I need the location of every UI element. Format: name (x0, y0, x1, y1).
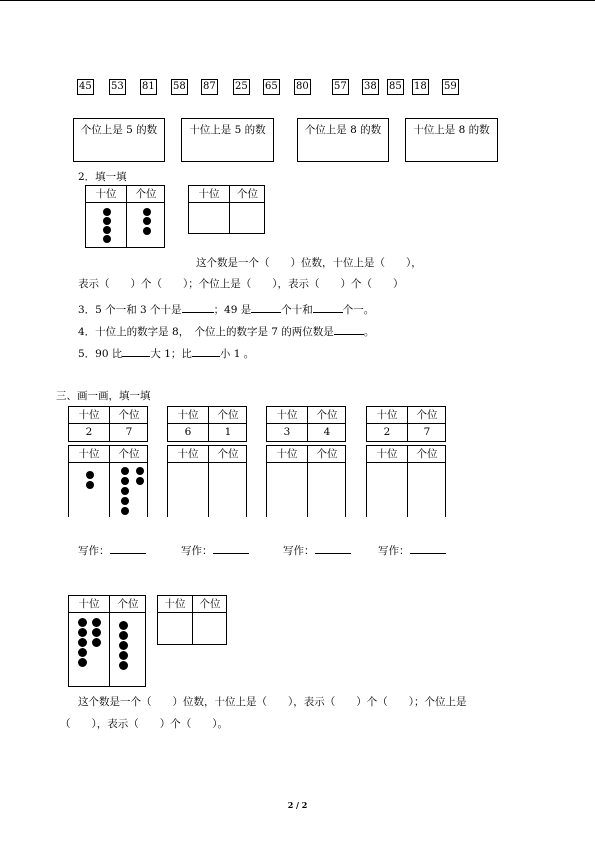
tens-header: 十位 (78, 448, 100, 460)
number-box: 65 (263, 79, 280, 95)
ones-header: 个位 (316, 448, 338, 460)
counter-dot (78, 628, 87, 637)
counter-dot (119, 621, 128, 630)
counter-dot (121, 507, 129, 515)
write-as: 写作： (181, 542, 249, 558)
question-line: 这个数是一个（ ）位数，十位上是（ ）， (196, 257, 422, 269)
drawing-table (366, 445, 446, 517)
tens-header: 十位 (177, 409, 199, 421)
answer-blank[interactable] (251, 301, 281, 313)
category-label: 十位上是 8 的数 (413, 124, 490, 136)
tens-header: 十位 (78, 598, 100, 610)
counter-dot (92, 618, 101, 627)
ones-header: 个位 (416, 448, 438, 460)
ones-header: 个位 (217, 409, 239, 421)
counter-dot (119, 661, 128, 670)
write-as: 写作： (283, 542, 351, 558)
number-box: 45 (77, 79, 94, 95)
answer-blank[interactable] (110, 542, 146, 554)
counter-dot (143, 217, 151, 225)
page-number: 2 / 2 (287, 800, 308, 810)
answer-blank[interactable] (192, 345, 220, 357)
tens-header: 十位 (95, 188, 117, 200)
counter-dot (103, 235, 111, 243)
counter-dot (78, 648, 87, 657)
answer-blank[interactable] (313, 301, 343, 313)
section-3-title: 三、画一画，填一填 (56, 390, 151, 402)
tens-header: 十位 (376, 448, 398, 460)
number-box: 38 (362, 79, 379, 95)
counter-dot (86, 481, 94, 489)
ones-digit: 1 (224, 426, 232, 438)
number-box: 58 (171, 79, 188, 95)
counter-dot (143, 208, 151, 216)
category-label: 个位上是 5 的数 (80, 124, 158, 136)
answer-blank[interactable] (213, 542, 249, 554)
number-box: 81 (140, 79, 157, 95)
ones-digit: 4 (323, 426, 331, 438)
ones-header: 个位 (117, 598, 139, 610)
section-2-title: 2．填一填 (78, 171, 127, 183)
number-box: 53 (109, 79, 126, 95)
counter-dot (119, 651, 128, 660)
number-box: 85 (387, 79, 404, 95)
place-value-table-dots (85, 185, 165, 248)
category-label: 十位上是 5 的数 (189, 124, 266, 136)
tens-header: 十位 (164, 598, 186, 610)
category-box (297, 118, 389, 162)
counter-dot (143, 227, 151, 235)
counter-dot (92, 628, 101, 637)
number-table (366, 406, 446, 442)
ones-header: 个位 (217, 448, 239, 460)
answer-blank[interactable] (315, 542, 351, 554)
category-box (405, 118, 498, 162)
counter-dot (121, 497, 129, 505)
drawing-table (68, 445, 148, 517)
answer-blank[interactable] (334, 323, 364, 335)
category-box (181, 118, 274, 162)
number-box: 80 (294, 79, 311, 95)
answer-blank[interactable] (182, 301, 214, 313)
counter-dot (78, 618, 87, 627)
tens-digit: 3 (283, 426, 291, 438)
counter-dot (121, 487, 129, 495)
counter-dot (103, 226, 111, 234)
drawing-table (167, 445, 247, 517)
number-box: 87 (201, 79, 218, 95)
tens-header: 十位 (276, 409, 298, 421)
counter-dot (86, 471, 94, 479)
drawing-table (266, 445, 346, 517)
number-box: 25 (233, 79, 250, 95)
number-table (68, 406, 148, 442)
number-box: 18 (412, 79, 429, 95)
ones-header: 个位 (118, 448, 140, 460)
counter-dot (121, 477, 129, 485)
category-label: 个位上是 8 的数 (304, 124, 382, 136)
tens-header: 十位 (276, 448, 298, 460)
write-as: 写作： (378, 542, 446, 558)
counter-dot (78, 658, 87, 667)
counter-dot (103, 217, 111, 225)
question-line: 表示（ ）个（ ）；个位上是（ ），表示（ ）个（ ） (78, 278, 404, 290)
answer-blank[interactable] (410, 542, 446, 554)
category-box (73, 118, 165, 162)
counter-dot (121, 467, 129, 475)
question-line: （ ），表示（ ）个（ ）。 (60, 718, 228, 730)
write-as: 写作： (78, 542, 146, 558)
ones-digit: 7 (125, 426, 133, 438)
tens-digit: 2 (383, 426, 391, 438)
ones-header: 个位 (135, 188, 157, 200)
tens-header: 十位 (78, 409, 100, 421)
place-value-table-answer (157, 595, 227, 645)
counter-dot (136, 477, 144, 485)
tens-header: 十位 (198, 188, 220, 200)
counter-dot (119, 641, 128, 650)
question-line: 这个数是一个（ ）位数，十位上是（ ），表示（ ）个（ ）；个位上是 (78, 696, 467, 708)
number-table (167, 406, 247, 442)
question-3: 3．5 个一和 3 个十是 ；49 是 个十和 个一。 (78, 301, 374, 317)
ones-header: 个位 (237, 188, 258, 200)
ones-header: 个位 (118, 409, 140, 421)
number-box: 59 (442, 79, 459, 95)
ones-header: 个位 (316, 409, 338, 421)
place-value-table-dots (68, 595, 146, 687)
top-border-line (0, 0, 595, 1)
tens-digit: 6 (184, 426, 192, 438)
number-table (266, 406, 346, 442)
tens-header: 十位 (376, 409, 398, 421)
ones-header: 个位 (199, 598, 221, 610)
place-value-table-answer (188, 185, 265, 234)
answer-blank[interactable] (122, 345, 150, 357)
counter-dot (103, 208, 111, 216)
number-box: 57 (332, 79, 349, 95)
tens-header: 十位 (177, 448, 199, 460)
question-5: 5．90 比 大 1；比 小 1 。 (78, 345, 254, 361)
tens-digit: 2 (85, 426, 93, 438)
counter-dot (136, 467, 144, 475)
ones-header: 个位 (416, 409, 438, 421)
counter-dot (78, 638, 87, 647)
counter-dot (119, 631, 128, 640)
ones-digit: 7 (423, 426, 431, 438)
counter-dot (92, 638, 101, 647)
question-4: 4．十位上的数字是 8， 个位上的数字是 7 的两位数是 。 (78, 323, 374, 339)
